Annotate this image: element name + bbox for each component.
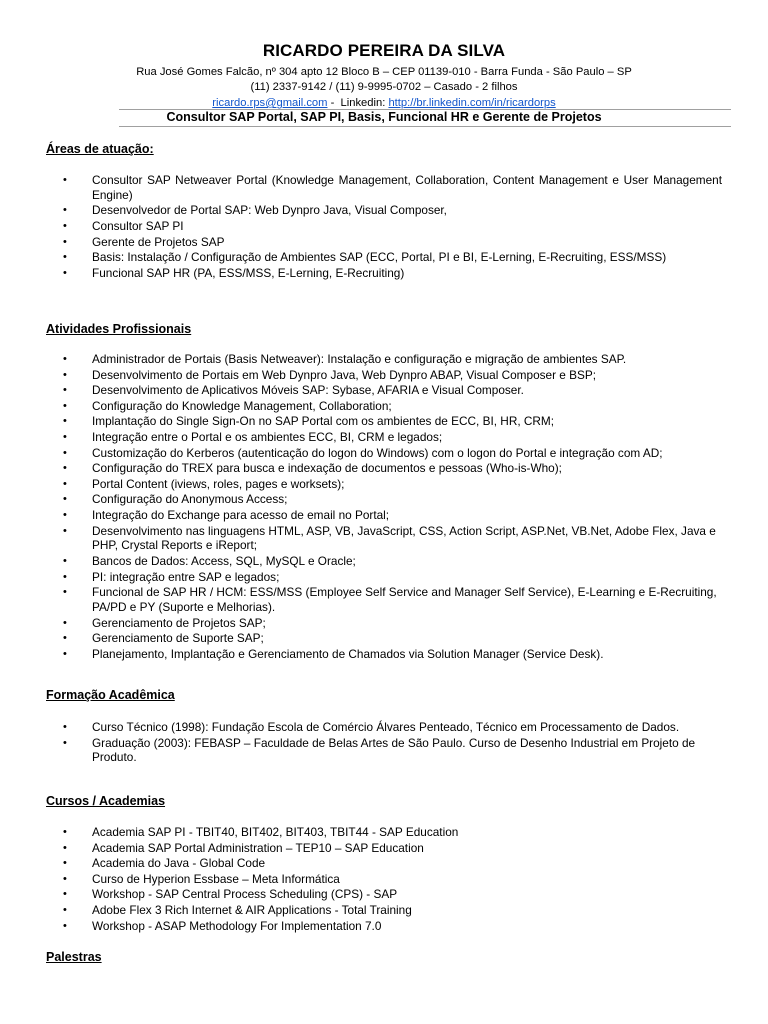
bullet-icon: • (63, 508, 67, 521)
list-item: • Gerenciamento de Suporte SAP; (63, 631, 264, 646)
bullet-icon: • (63, 235, 67, 248)
list-item: • Configuração do Knowledge Management, Collaboration; (63, 398, 392, 413)
bullet-icon: • (63, 399, 67, 412)
bullet-icon: • (63, 554, 67, 567)
list-item: • Administrador de Portais (Basis Netweaver): Instalação e configuração e migração de ambientes SAP. (63, 352, 627, 366)
bullet-icon: • (63, 888, 67, 901)
bullet-icon: • (63, 219, 67, 232)
list-item: • Workshop - ASAP Methodology For Implementation 7.0 (63, 918, 382, 933)
bullet-icon: • (63, 826, 67, 838)
bullet-icon: • (63, 368, 67, 381)
bullet-icon: • (63, 251, 67, 264)
bullet-icon: • (63, 647, 67, 660)
bullet-icon: • (63, 857, 67, 870)
list-item: • Implantação do Single Sign-On no SAP Portal com os ambientes de ECC, BI, HR, CRM; (63, 414, 555, 429)
education-list (46, 720, 722, 766)
list-item: • Planejamento, Implantação e Gerenciamento de Chamados via Solution Manager (Service Desk). (63, 646, 604, 661)
bullet-icon: • (63, 721, 67, 733)
list-item: • Desenvolvimento de Portais em Web Dynpro Java, Web Dynpro ABAP, Visual Composer e BSP; (63, 367, 597, 382)
bullet-icon: • (63, 353, 67, 365)
bullet-icon: • (63, 919, 67, 932)
email-link[interactable]: ricardo.rps@gmail.com (212, 97, 328, 109)
bullet-icon: • (63, 462, 67, 475)
address-line: Rua José Gomes Falcão, nº 304 apto 12 Bloco B – CEP 01139-010 - Barra Funda - São Paulo – SP (136, 66, 632, 78)
list-item: • Gerente de Projetos SAP (63, 234, 225, 249)
section-heading-activities: Atividades Profissionais (46, 322, 192, 336)
bullet-icon: • (63, 415, 67, 428)
section-heading-areas: Áreas de atuação: (46, 142, 154, 156)
list-item: • Configuração do TREX para busca e indexação de documentos e pessoas (Who-is-Who); (63, 461, 562, 476)
bullet-icon: • (63, 903, 67, 916)
bullet-icon: • (63, 430, 67, 443)
section-heading-education: Formação Acadêmica (46, 688, 175, 702)
header-bottom-rule (119, 126, 731, 127)
list-item: • Academia SAP Portal Administration – TEP10 – SAP Education (63, 840, 424, 855)
bullet-icon: • (63, 524, 67, 537)
list-item: • Integração do Exchange para acesso de email no Portal; (63, 507, 390, 522)
linkedin-link[interactable]: http://br.linkedin.com/in/ricardorps (388, 97, 556, 109)
bullet-icon: • (63, 872, 67, 885)
phone-line: (11) 2337-9142 / (11) 9-9995-0702 – Casado - 2 filhos (250, 81, 518, 93)
section-heading-courses: Cursos / Academias (46, 794, 166, 808)
bullet-icon: • (63, 632, 67, 645)
bullet-icon: • (63, 841, 67, 854)
bullet-icon: • (63, 493, 67, 506)
list-item: • Bancos de Dados: Access, SQL, MySQL e Oracle; (63, 553, 356, 568)
bullet-icon: • (63, 266, 67, 279)
list-item: • Desenvolvimento nas linguagens HTML, ASP, VB, JavaScript, CSS, Action Script, ASP.Net, VB.Net, Adobe Flex, Java e PHP, Crystal Reports e iReport; (63, 523, 716, 553)
areas-list (46, 173, 722, 281)
list-item: • Basis: Instalação / Configuração de Ambientes SAP (ECC, Portal, PI e BI, E-Lerning, E-Recruiting, ESS/MSS) (63, 250, 667, 265)
list-item: • Desenvolvimento de Aplicativos Móveis SAP: Sybase, AFARIA e Visual Composer. (63, 383, 524, 398)
linkedin-label: - Linkedin: (327, 97, 389, 109)
candidate-name: RICARDO PEREIRA DA SILVA (262, 41, 506, 60)
list-item: • Consultor SAP PI (63, 218, 184, 233)
list-item: • Funcional SAP HR (PA, ESS/MSS, E-Lerning, E-Recruiting) (63, 265, 405, 280)
list-item: • Configuração do Anonymous Access; (63, 492, 288, 507)
section-heading-talks: Palestras (46, 950, 102, 964)
list-item: • Portal Content (iviews, roles, pages e worksets); (63, 476, 345, 491)
list-item: • Adobe Flex 3 Rich Internet & AIR Applications - Total Training (63, 902, 412, 917)
list-item: • Desenvolvedor de Portal SAP: Web Dynpro Java, Visual Composer, (63, 203, 447, 218)
contact-line (0, 96, 768, 110)
list-item: • Academia SAP PI - TBIT40, BIT402, BIT403, TBIT44 - SAP Education (63, 825, 459, 839)
activities-list (46, 352, 722, 662)
bullet-icon: • (63, 570, 67, 583)
list-item: • Graduação (2003): FEBASP – Faculdade de Belas Artes de São Paulo. Curso de Desenho Industrial em Projeto de Produto. (63, 735, 696, 765)
bullet-icon: • (63, 174, 67, 186)
bullet-icon: • (63, 204, 67, 217)
list-item: • Consultor SAP Netweaver Portal (Knowledge Management, Collaboration, Content Management e User Management Engine) (63, 173, 722, 202)
list-item: • PI: integração entre SAP e legados; (63, 569, 280, 584)
list-item: • Gerenciamento de Projetos SAP; (63, 615, 266, 630)
bullet-icon: • (63, 446, 67, 459)
list-item: • Integração entre o Portal e os ambientes ECC, BI, CRM e legados; (63, 429, 443, 444)
list-item: • Funcional de SAP HR / HCM: ESS/MSS (Employee Self Service and Manager Self Service), E-Learning e E-Recruiting, PA/PD e PY (Suporte e Melhorias). (63, 585, 717, 614)
bullet-icon: • (63, 616, 67, 629)
bullet-icon: • (63, 586, 67, 599)
list-item: • Curso Técnico (1998): Fundação Escola de Comércio Álvares Penteado, Técnico em Processamento de Dados. (63, 720, 680, 734)
list-item: • Curso de Hyperion Essbase – Meta Informática (63, 871, 340, 886)
bullet-icon: • (63, 477, 67, 490)
list-item: • Customização do Kerberos (autenticação do logon do Windows) com o logon do Portal e integração com AD; (63, 445, 663, 460)
bullet-icon: • (63, 736, 67, 749)
professional-title: Consultor SAP Portal, SAP PI, Basis, Funcional HR e Gerente de Projetos (166, 110, 602, 124)
courses-list (46, 825, 722, 934)
list-item: • Academia do Java - Global Code (63, 856, 266, 871)
list-item: • Workshop - SAP Central Process Scheduling (CPS) - SAP (63, 887, 398, 902)
bullet-icon: • (63, 384, 67, 397)
